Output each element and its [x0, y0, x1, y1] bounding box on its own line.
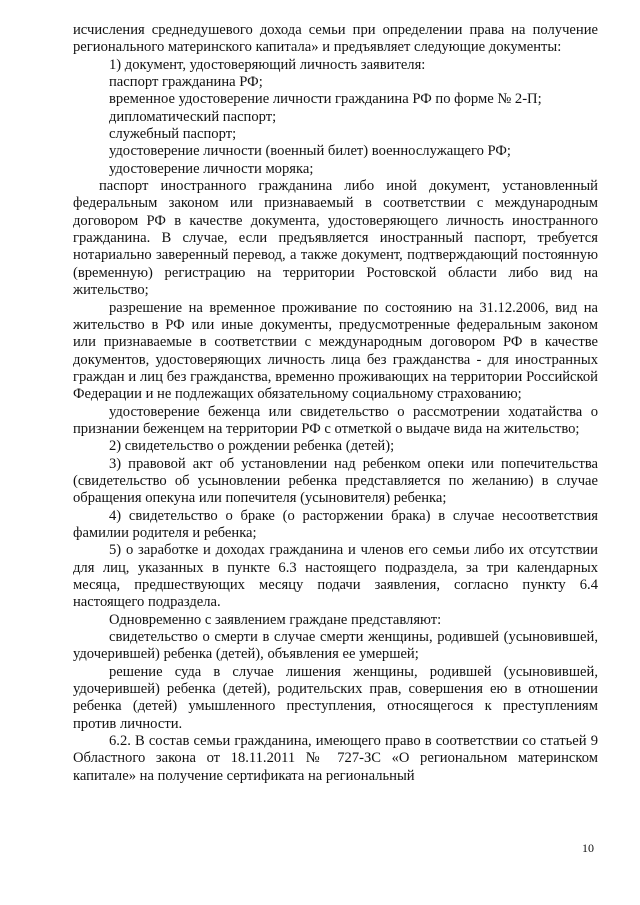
list-item-diplomatic-passport: дипломатический паспорт; [109, 108, 277, 125]
list-item-guardianship-act: 3) правовой акт об установлении над ребенком опеки или попечительства (свидетельство об усыновлении ребенка представляется по желанию) в случае обращения опекуна или попечителя (усыновителя) ребенка; [73, 455, 598, 507]
list-item-passport-rf: паспорт гражданина РФ; [109, 74, 263, 91]
paragraph-foreign-passport: паспорт иностранного гражданина либо иной документ, установленный федеральным законом или признаваемый в соответствии с международным договором РФ в качестве документа, удостоверяющего личность иностранного гражданина. В случае, если предъявляется иностранный паспорт, требуется нотариально заверенный перевод, а также документ, подтверждающий постоянную (временную) регистрацию на территории Ростовской области либо вид на жительство; [73, 178, 598, 299]
paragraph-residence-permit: разрешение на временное проживание по состоянию на 31.12.2006, вид на жительство в РФ или иные документы, предусмотренные федеральным законом или признаваемые в соответствии с международным договором РФ в качестве документов, удостоверяющих личность лица без гражданства - для иностранных граждан и лиц без гражданства, временно проживающих на территории Российской Федерации и не подлежащих обязательному социальному страхованию; [73, 299, 598, 403]
list-item-military-id: удостоверение личности (военный билет) военнослужащего РФ; [109, 143, 511, 160]
list-item-identity-document: 1) документ, удостоверяющий личность заявителя: [109, 56, 426, 73]
document-body [73, 22, 598, 785]
list-item-seaman-id: удостоверение личности моряка; [109, 160, 314, 177]
paragraph-court-decision: решение суда в случае лишения женщины, родившей (усыновившей, удочерившей) ребенка (детей), родительских прав, совершения ею в отношении ребенка (детей) умышленного преступления, относящегося к преступлениям против личности. [73, 663, 598, 732]
paragraph-refugee-certificate: удостоверение беженца или свидетельство о рассмотрении ходатайства о признании беженцем на территории РФ с отметкой о выдаче вида на жительство; [73, 403, 598, 437]
paragraph-death-certificate: свидетельство о смерти в случае смерти женщины, родившей (усыновившей, удочерившей) ребенка (детей), объявления ее умершей; [73, 629, 598, 663]
paragraph-section-6-2: 6.2. В состав семьи гражданина, имеющего право в соответствии со статьей 9 Областного закона от 18.11.2011 № 727-ЗС «О региональном материнском капитале» на получение сертификата на региональный [73, 733, 598, 784]
list-item-service-passport: служебный паспорт; [109, 126, 237, 143]
list-item-marriage-certificate: 4) свидетельство о браке (о расторжении брака) в случае несоответствия фамилии родителя и ребенка; [73, 507, 598, 541]
page-number: 10 [582, 841, 594, 855]
list-item-birth-certificate: 2) свидетельство о рождении ребенка (детей); [109, 438, 395, 455]
list-item-temporary-id: временное удостоверение личности гражданина РФ по форме № 2-П; [109, 91, 542, 108]
paragraph-additional-documents: Одновременно с заявлением граждане представляют: [109, 611, 442, 628]
paragraph-intro-continuation: исчисления среднедушевого дохода семьи при определении права на получение регионального материнского капитала» и предъявляет следующие документы: [73, 22, 598, 56]
list-item-income-information: 5) о заработке и доходах гражданина и членов его семьи либо их отсутствии для лиц, указанных в пункте 6.3 настоящего подраздела, за три календарных месяца, предшествующих месяцу подачи заявления, согласно пункту 6.4 настоящего подраздела. [73, 542, 598, 611]
